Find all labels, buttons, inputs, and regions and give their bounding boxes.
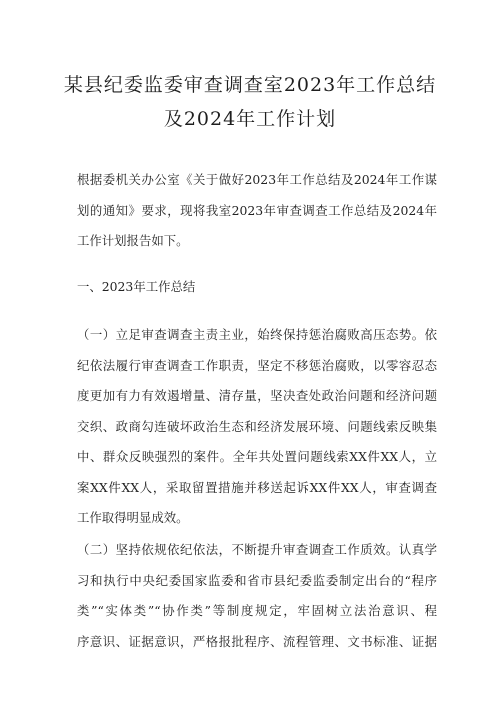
paragraph-line: 度更加有力有效遏增量、清存量，坚决查处政治问题和经济问题 — [77, 388, 437, 403]
paragraph-line: （二）坚持依规依纪依法，不断提升审查调查工作质效。认真学 — [77, 542, 437, 557]
paragraph-line: （一）立足审查调查主责主业，始终保持惩治腐败高压态势。依 — [77, 327, 437, 342]
paragraph-line: 纪依法履行审查调查工作职责，坚定不移惩治腐败，以零容忍态 — [77, 357, 437, 373]
paragraph-line: 交织、政商勾连破坏政治生态和经济发展环境、问题线索反映集 — [77, 418, 437, 434]
intro-paragraph — [77, 165, 437, 257]
intro-line: 根据委机关办公室《关于做好2023年工作总结及2024年工作谋 — [77, 172, 437, 187]
section-heading: 一、2023年工作总结 — [77, 279, 196, 294]
paragraph-line: 序意识、证据意识，严格报批程序、流程管理、文书标准、证据 — [77, 633, 437, 649]
document-title-line-1: 某县纪委监委审查调查室2023年工作总结 — [63, 74, 437, 96]
paragraph-line: 案XX件XX人，采取留置措施并移送起诉XX件XX人，审查调查 — [77, 479, 437, 495]
paragraph-line: 习和执行中央纪委国家监委和省市县纪委监委制定出台的“程序 — [77, 572, 437, 588]
intro-line: 划的通知》要求，现将我室2023年审查调查工作总结及2024年 — [77, 202, 437, 218]
paragraph-line: 类”“实体类”“协作类”等制度规定，牢固树立法治意识、程 — [77, 603, 437, 618]
intro-line: 工作计划报告如下。 — [77, 233, 189, 248]
paragraph-line: 工作取得明显成效。 — [77, 510, 189, 525]
paragraph-line: 中、群众反映强烈的案件。全年共处置问题线索XX件XX人，立 — [77, 449, 437, 464]
document-title-line-2: 及2024年工作计划 — [163, 108, 337, 130]
paragraph-1 — [77, 320, 437, 534]
paragraph-2 — [77, 535, 437, 657]
